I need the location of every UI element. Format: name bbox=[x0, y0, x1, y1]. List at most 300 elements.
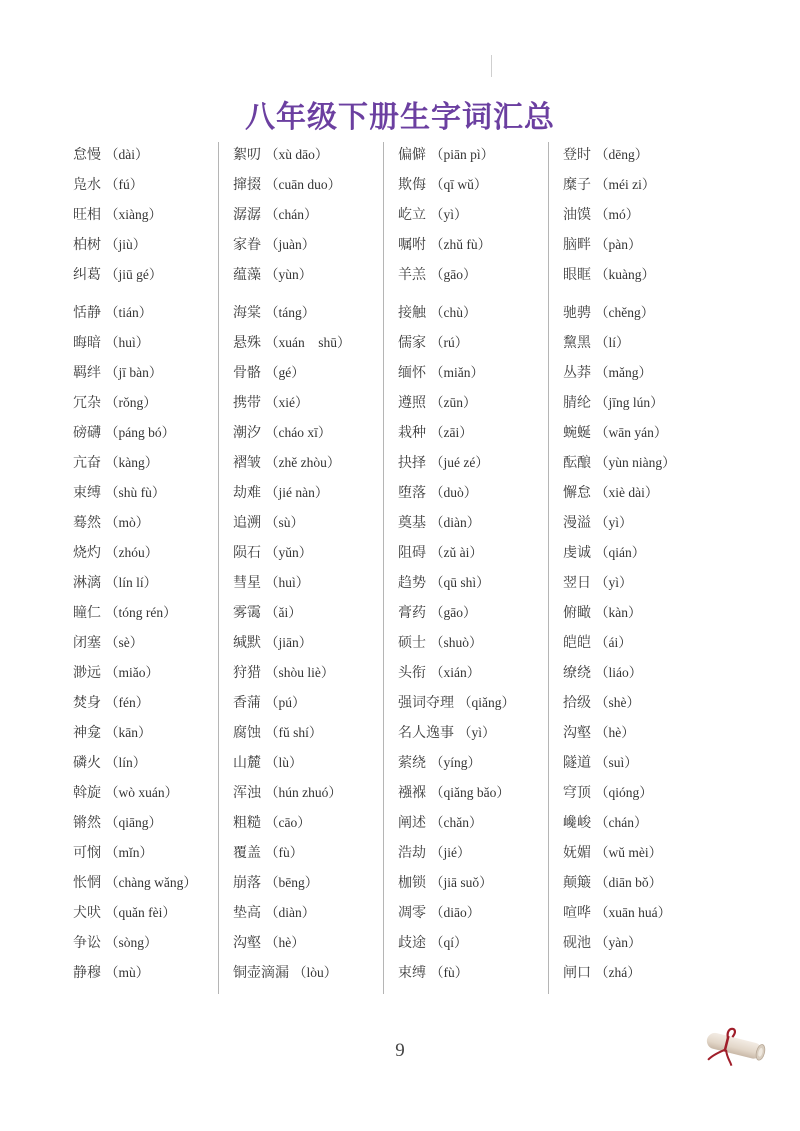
vocab-pinyin: （pàn） bbox=[595, 237, 642, 252]
vocab-pinyin: （cuān duo） bbox=[265, 177, 342, 192]
vocab-word: 强词夺理 bbox=[398, 695, 454, 711]
vocab-pinyin: （liáo） bbox=[595, 665, 643, 680]
vocab-word: 虔诚 bbox=[563, 545, 591, 561]
vocab-entry bbox=[73, 754, 146, 772]
vocab-word: 褶皱 bbox=[233, 455, 261, 471]
vocab-entry bbox=[563, 334, 630, 352]
vocab-word: 堕落 bbox=[398, 485, 426, 501]
vocab-entry bbox=[233, 574, 309, 592]
vocab-entry bbox=[233, 934, 305, 952]
vocab-entry bbox=[73, 484, 165, 502]
vocab-entry bbox=[233, 964, 337, 982]
vocab-entry bbox=[563, 364, 652, 382]
vocab-word: 束缚 bbox=[73, 485, 101, 501]
vocab-word: 酝酿 bbox=[563, 455, 591, 471]
vocab-pinyin: （duò） bbox=[430, 485, 478, 500]
vocab-pinyin: （jiū gé） bbox=[105, 267, 163, 282]
vocab-entry bbox=[398, 724, 496, 742]
vocab-pinyin: （chǎn） bbox=[430, 815, 483, 830]
vocab-pinyin: （juàn） bbox=[265, 237, 316, 252]
vocab-entry bbox=[563, 304, 654, 322]
vocab-word: 山麓 bbox=[233, 755, 261, 771]
vocab-word: 缅怀 bbox=[398, 365, 426, 381]
vocab-entry bbox=[398, 334, 468, 352]
vocab-entry bbox=[233, 724, 322, 742]
vocab-pinyin: （kuàng） bbox=[595, 267, 655, 282]
vocab-word: 劫难 bbox=[233, 485, 261, 501]
vocab-word: 抉择 bbox=[398, 455, 426, 471]
vocab-word: 追溯 bbox=[233, 515, 261, 531]
vocab-entry bbox=[73, 574, 157, 592]
vocab-pinyin: （chán） bbox=[265, 207, 318, 222]
vocab-word: 磷火 bbox=[73, 755, 101, 771]
vocab-word: 冗杂 bbox=[73, 395, 101, 411]
vocab-entry bbox=[73, 304, 152, 322]
vocab-entry bbox=[233, 266, 312, 284]
vocab-pinyin: （lù） bbox=[265, 755, 303, 770]
vocab-word: 争讼 bbox=[73, 935, 101, 951]
vocab-entry bbox=[398, 634, 483, 652]
vocab-pinyin: （qū shì） bbox=[430, 575, 490, 590]
vocab-pinyin: （qiāng） bbox=[105, 815, 162, 830]
vocab-entry bbox=[563, 484, 658, 502]
vocab-word: 凋零 bbox=[398, 905, 426, 921]
vocab-entry bbox=[398, 934, 468, 952]
vocab-pinyin: （gāo） bbox=[430, 605, 477, 620]
vocab-word: 穹顶 bbox=[563, 785, 591, 801]
vocab-pinyin: （hún zhuó） bbox=[265, 785, 342, 800]
vocab-entry bbox=[398, 514, 480, 532]
vocab-word: 闭塞 bbox=[73, 635, 101, 651]
vocab-word: 静穆 bbox=[73, 965, 101, 981]
vocab-entry bbox=[398, 664, 480, 682]
vocab-word: 砚池 bbox=[563, 935, 591, 951]
vocab-entry bbox=[73, 784, 178, 802]
vocab-entry bbox=[398, 484, 477, 502]
vocab-word: 犬吠 bbox=[73, 905, 101, 921]
vocab-entry bbox=[398, 266, 477, 284]
vocab-entry bbox=[398, 364, 484, 382]
vocab-pinyin: （jiù） bbox=[105, 237, 147, 252]
vocab-pinyin: （gāo） bbox=[430, 267, 477, 282]
vocab-word: 颠簸 bbox=[563, 875, 591, 891]
vocab-word: 磅礴 bbox=[73, 425, 101, 441]
vocab-entry bbox=[563, 544, 645, 562]
vocab-pinyin: （qī wǔ） bbox=[430, 177, 488, 192]
vocab-pinyin: （tóng rén） bbox=[105, 605, 177, 620]
vocab-entry bbox=[563, 604, 642, 622]
vocab-entry bbox=[563, 574, 633, 592]
vocab-word: 隧道 bbox=[563, 755, 591, 771]
vocab-entry bbox=[398, 176, 487, 194]
page-title: 八年级下册生字词汇总 bbox=[245, 100, 555, 136]
vocab-pinyin: （páng bó） bbox=[105, 425, 176, 440]
vocab-entry bbox=[73, 904, 176, 922]
vocab-pinyin: （méi zi） bbox=[595, 177, 656, 192]
vocab-entry bbox=[398, 904, 480, 922]
vocab-word: 斡旋 bbox=[73, 785, 101, 801]
vocab-entry bbox=[563, 964, 641, 982]
vocab-entry bbox=[73, 844, 153, 862]
vocab-entry bbox=[398, 424, 473, 442]
vocab-pinyin: （jié） bbox=[430, 845, 471, 860]
vocab-word: 萦绕 bbox=[398, 755, 426, 771]
vocab-word: 亢奋 bbox=[73, 455, 101, 471]
vocab-pinyin: （shù fù） bbox=[105, 485, 166, 500]
vocab-pinyin: （sòng） bbox=[105, 935, 158, 950]
vocab-pinyin: （lí） bbox=[595, 335, 630, 350]
vocab-entry bbox=[563, 844, 662, 862]
vocab-word: 翌日 bbox=[563, 575, 591, 591]
vocab-word: 蓦然 bbox=[73, 515, 101, 531]
vocab-entry bbox=[563, 724, 635, 742]
vocab-entry bbox=[233, 206, 317, 224]
vocab-pinyin: （fú） bbox=[105, 177, 144, 192]
vocab-pinyin: （bēng） bbox=[265, 875, 319, 890]
vocab-pinyin: （fù） bbox=[430, 965, 469, 980]
vocab-entry bbox=[398, 206, 468, 224]
vocab-entry bbox=[563, 754, 638, 772]
vocab-pinyin: （yàn） bbox=[595, 935, 642, 950]
vocab-entry bbox=[563, 146, 648, 164]
vocab-word: 驰骋 bbox=[563, 305, 591, 321]
vocab-word: 骨骼 bbox=[233, 365, 261, 381]
vocab-entry bbox=[563, 664, 642, 682]
vocab-pinyin: （xié） bbox=[265, 395, 309, 410]
vocab-entry bbox=[73, 364, 162, 382]
vocab-entry bbox=[73, 634, 143, 652]
vocab-word: 脑畔 bbox=[563, 237, 591, 253]
vocab-pinyin: （rú） bbox=[430, 335, 469, 350]
vocab-word: 瞳仁 bbox=[73, 605, 101, 621]
vocab-pinyin: （huì） bbox=[265, 575, 310, 590]
vocab-pinyin: （xù dāo） bbox=[265, 147, 329, 162]
vocab-pinyin: （zhá） bbox=[595, 965, 641, 980]
vocab-pinyin: （jiān） bbox=[265, 635, 313, 650]
vocab-word: 渺远 bbox=[73, 665, 101, 681]
vocab-entry bbox=[73, 424, 175, 442]
vocab-word: 硕士 bbox=[398, 635, 426, 651]
vocab-pinyin: （yùn niàng） bbox=[595, 455, 676, 470]
vocab-entry bbox=[563, 904, 671, 922]
vocab-pinyin: （suì） bbox=[595, 755, 638, 770]
vocab-pinyin: （chěng） bbox=[595, 305, 655, 320]
vocab-entry bbox=[73, 334, 149, 352]
vocab-pinyin: （kān） bbox=[105, 725, 152, 740]
vocab-entry bbox=[233, 754, 303, 772]
vocab-word: 恬静 bbox=[73, 305, 101, 321]
vocab-word: 闸口 bbox=[563, 965, 591, 981]
vocab-entry bbox=[233, 146, 328, 164]
vocab-word: 沟壑 bbox=[233, 935, 261, 951]
vocab-pinyin: （xiè dài） bbox=[595, 485, 659, 500]
vocab-entry bbox=[233, 664, 334, 682]
vocab-pinyin: （qián） bbox=[595, 545, 646, 560]
vocab-entry bbox=[73, 176, 143, 194]
vocab-pinyin: （diàn） bbox=[430, 515, 481, 530]
vocab-entry bbox=[233, 634, 312, 652]
vocab-word: 蜿蜒 bbox=[563, 425, 591, 441]
vocab-pinyin: （zǔ ài） bbox=[430, 545, 483, 560]
vocab-word: 雾霭 bbox=[233, 605, 261, 621]
column-divider bbox=[548, 142, 549, 994]
vocab-entry bbox=[563, 266, 655, 284]
vocab-entry bbox=[563, 784, 653, 802]
vocab-pinyin: （jīng lún） bbox=[595, 395, 664, 410]
vocab-entry bbox=[233, 814, 311, 832]
vocab-word: 海棠 bbox=[233, 305, 261, 321]
vocab-word: 浑浊 bbox=[233, 785, 261, 801]
vocab-entry bbox=[73, 514, 149, 532]
vocab-entry bbox=[398, 304, 477, 322]
vocab-word: 怠慢 bbox=[73, 147, 101, 163]
vocab-word: 缄默 bbox=[233, 635, 261, 651]
vocab-word: 覆盖 bbox=[233, 845, 261, 861]
vocab-pinyin: （yì） bbox=[458, 725, 496, 740]
vocab-entry bbox=[563, 514, 633, 532]
vocab-word: 油馍 bbox=[563, 207, 591, 223]
vocab-pinyin: （jiā suǒ） bbox=[430, 875, 493, 890]
vocab-word: 凫水 bbox=[73, 177, 101, 193]
vocab-entry bbox=[563, 176, 655, 194]
vocab-pinyin: （chàng wǎng） bbox=[105, 875, 197, 890]
vocab-entry bbox=[563, 934, 642, 952]
vocab-entry bbox=[398, 544, 483, 562]
vocab-pinyin: （qióng） bbox=[595, 785, 653, 800]
vocab-word: 缭绕 bbox=[563, 665, 591, 681]
vocab-entry bbox=[233, 334, 351, 352]
vocab-word: 妩媚 bbox=[563, 845, 591, 861]
vocab-pinyin: （shòu liè） bbox=[265, 665, 335, 680]
vocab-pinyin: （jué zé） bbox=[430, 455, 489, 470]
vocab-entry bbox=[398, 574, 490, 592]
vocab-word: 崩落 bbox=[233, 875, 261, 891]
vocab-pinyin: （ái） bbox=[595, 635, 632, 650]
vocab-word: 絮叨 bbox=[233, 147, 261, 163]
vocab-pinyin: （mǎng） bbox=[595, 365, 652, 380]
vocab-word: 可悯 bbox=[73, 845, 101, 861]
vocab-word: 巉峻 bbox=[563, 815, 591, 831]
vocab-word: 丛莽 bbox=[563, 365, 591, 381]
vocab-entry bbox=[73, 934, 158, 952]
vocab-pinyin: （cāo） bbox=[265, 815, 311, 830]
vocab-word: 腐蚀 bbox=[233, 725, 261, 741]
vocab-entry bbox=[73, 146, 149, 164]
vocab-word: 彗星 bbox=[233, 575, 261, 591]
vocab-entry bbox=[233, 544, 312, 562]
vocab-entry bbox=[563, 236, 642, 254]
vocab-entry bbox=[73, 266, 162, 284]
vocab-entry bbox=[233, 394, 309, 412]
vocab-pinyin: （gé） bbox=[265, 365, 305, 380]
vocab-word: 烧灼 bbox=[73, 545, 101, 561]
vocab-entry bbox=[398, 394, 477, 412]
vocab-word: 撺掇 bbox=[233, 177, 261, 193]
vocab-entry bbox=[233, 694, 306, 712]
vocab-entry bbox=[398, 694, 515, 712]
vocab-entry bbox=[563, 206, 639, 224]
vocab-pinyin: （mó） bbox=[595, 207, 640, 222]
vocab-pinyin: （hè） bbox=[265, 935, 305, 950]
vocab-word: 焚身 bbox=[73, 695, 101, 711]
vocab-word: 家眷 bbox=[233, 237, 261, 253]
vocab-entry bbox=[398, 784, 510, 802]
vocab-entry bbox=[233, 364, 305, 382]
vocab-entry bbox=[563, 634, 632, 652]
vocab-pinyin: （wān yán） bbox=[595, 425, 668, 440]
vocab-entry bbox=[73, 394, 157, 412]
vocab-word: 遵照 bbox=[398, 395, 426, 411]
vocab-entry bbox=[563, 694, 640, 712]
vocab-word: 歧途 bbox=[398, 935, 426, 951]
vocab-entry bbox=[233, 236, 315, 254]
vocab-word: 怅惘 bbox=[73, 875, 101, 891]
vocab-pinyin: （chù） bbox=[430, 305, 477, 320]
vocab-pinyin: （zhě zhòu） bbox=[265, 455, 341, 470]
vocab-entry bbox=[398, 814, 482, 832]
vocab-entry bbox=[398, 236, 491, 254]
vocab-word: 束缚 bbox=[398, 965, 426, 981]
vocab-word: 神龛 bbox=[73, 725, 101, 741]
vocab-pinyin: （zāi） bbox=[430, 425, 473, 440]
vocab-pinyin: （zūn） bbox=[430, 395, 477, 410]
vocab-entry bbox=[233, 844, 303, 862]
vocab-word: 阻碍 bbox=[398, 545, 426, 561]
vocab-word: 潺潺 bbox=[233, 207, 261, 223]
vocab-entry bbox=[73, 814, 162, 832]
vocab-word: 头衔 bbox=[398, 665, 426, 681]
vocab-pinyin: （tián） bbox=[105, 305, 153, 320]
vocab-entry bbox=[73, 874, 197, 892]
vocab-pinyin: （jié nàn） bbox=[265, 485, 329, 500]
vocab-pinyin: （qiǎng） bbox=[458, 695, 515, 710]
vocab-pinyin: （lòu） bbox=[293, 965, 338, 980]
vocab-entry bbox=[233, 874, 318, 892]
vocab-pinyin: （shè） bbox=[595, 695, 640, 710]
vocabulary-columns bbox=[0, 140, 800, 1000]
vocab-word: 俯瞰 bbox=[563, 605, 591, 621]
vocab-pinyin: （fǔ shí） bbox=[265, 725, 323, 740]
vocab-pinyin: （diàn） bbox=[265, 905, 316, 920]
vocab-entry bbox=[73, 664, 159, 682]
vocab-word: 狩猎 bbox=[233, 665, 261, 681]
vocab-word: 登时 bbox=[563, 147, 591, 163]
vocab-word: 腈纶 bbox=[563, 395, 591, 411]
vocab-pinyin: （wò xuán） bbox=[105, 785, 179, 800]
vocab-word: 膏药 bbox=[398, 605, 426, 621]
vocab-pinyin: （mù） bbox=[105, 965, 150, 980]
column-divider bbox=[218, 142, 219, 994]
vocab-entry bbox=[73, 206, 162, 224]
vocab-pinyin: （táng） bbox=[265, 305, 316, 320]
vocab-pinyin: （cháo xī） bbox=[265, 425, 332, 440]
vocab-entry bbox=[233, 176, 341, 194]
vocab-word: 接触 bbox=[398, 305, 426, 321]
vocab-word: 垫高 bbox=[233, 905, 261, 921]
vocab-pinyin: （fù） bbox=[265, 845, 304, 860]
vocab-word: 栽种 bbox=[398, 425, 426, 441]
vocab-pinyin: （fén） bbox=[105, 695, 150, 710]
column-divider bbox=[383, 142, 384, 994]
scroll-diploma-icon bbox=[700, 1022, 770, 1072]
vocab-entry bbox=[233, 484, 328, 502]
vocab-pinyin: （chán） bbox=[595, 815, 648, 830]
vocab-word: 蕴藻 bbox=[233, 267, 261, 283]
vocab-pinyin: （hè） bbox=[595, 725, 635, 740]
vocab-pinyin: （ǎi） bbox=[265, 605, 302, 620]
vocab-pinyin: （diāo） bbox=[430, 905, 481, 920]
vocab-word: 纠葛 bbox=[73, 267, 101, 283]
vocab-pinyin: （dēng） bbox=[595, 147, 649, 162]
vocab-pinyin: （lín） bbox=[105, 755, 147, 770]
vocab-pinyin: （yì） bbox=[430, 207, 468, 222]
vocab-word: 沟壑 bbox=[563, 725, 591, 741]
vocab-entry bbox=[233, 904, 315, 922]
vocab-pinyin: （jī bàn） bbox=[105, 365, 163, 380]
vocab-word: 襁褓 bbox=[398, 785, 426, 801]
vocab-word: 阐述 bbox=[398, 815, 426, 831]
vocab-pinyin: （huì） bbox=[105, 335, 150, 350]
vocab-pinyin: （sù） bbox=[265, 515, 305, 530]
vocab-word: 糜子 bbox=[563, 177, 591, 193]
vocab-pinyin: （mò） bbox=[105, 515, 150, 530]
vocab-pinyin: （yǔn） bbox=[265, 545, 313, 560]
vocab-pinyin: （yùn） bbox=[265, 267, 313, 282]
vocab-pinyin: （rǒng） bbox=[105, 395, 157, 410]
vocab-entry bbox=[73, 454, 158, 472]
vocab-pinyin: （miǎn） bbox=[430, 365, 484, 380]
vocab-pinyin: （yì） bbox=[595, 575, 633, 590]
vocab-entry bbox=[233, 304, 315, 322]
vocab-word: 羊羔 bbox=[398, 267, 426, 283]
vocab-word: 儒家 bbox=[398, 335, 426, 351]
vocab-pinyin: （qiǎng bǎo） bbox=[430, 785, 510, 800]
vocab-pinyin: （kàng） bbox=[105, 455, 159, 470]
vocab-word: 陨石 bbox=[233, 545, 261, 561]
vocab-word: 趋势 bbox=[398, 575, 426, 591]
vocab-word: 携带 bbox=[233, 395, 261, 411]
vocab-word: 漫溢 bbox=[563, 515, 591, 531]
vocab-entry bbox=[233, 784, 342, 802]
vocab-word: 粗糙 bbox=[233, 815, 261, 831]
vocab-word: 懈怠 bbox=[563, 485, 591, 501]
vocab-word: 奠基 bbox=[398, 515, 426, 531]
vocab-entry bbox=[398, 874, 493, 892]
vocab-word: 皑皑 bbox=[563, 635, 591, 651]
vocab-pinyin: （piān pì） bbox=[430, 147, 495, 162]
vocab-entry bbox=[398, 146, 494, 164]
vocab-pinyin: （xuán shū） bbox=[265, 335, 351, 350]
vocab-pinyin: （yíng） bbox=[430, 755, 482, 770]
vocab-word: 黧黑 bbox=[563, 335, 591, 351]
vocab-word: 潮汐 bbox=[233, 425, 261, 441]
vocab-word: 淋漓 bbox=[73, 575, 101, 591]
vocab-entry bbox=[398, 844, 471, 862]
page-number: 9 bbox=[395, 1040, 405, 1061]
vocab-entry bbox=[233, 424, 331, 442]
vocab-entry bbox=[398, 454, 489, 472]
vocab-entry bbox=[73, 724, 152, 742]
vocab-word: 柏树 bbox=[73, 237, 101, 253]
vocab-entry bbox=[233, 454, 340, 472]
vocab-entry bbox=[73, 604, 177, 622]
vocab-word: 屹立 bbox=[398, 207, 426, 223]
vocab-entry bbox=[563, 454, 676, 472]
vocab-pinyin: （sè） bbox=[105, 635, 144, 650]
vocab-pinyin: （yì） bbox=[595, 515, 633, 530]
vocab-pinyin: （zhóu） bbox=[105, 545, 159, 560]
vocab-entry bbox=[563, 394, 664, 412]
